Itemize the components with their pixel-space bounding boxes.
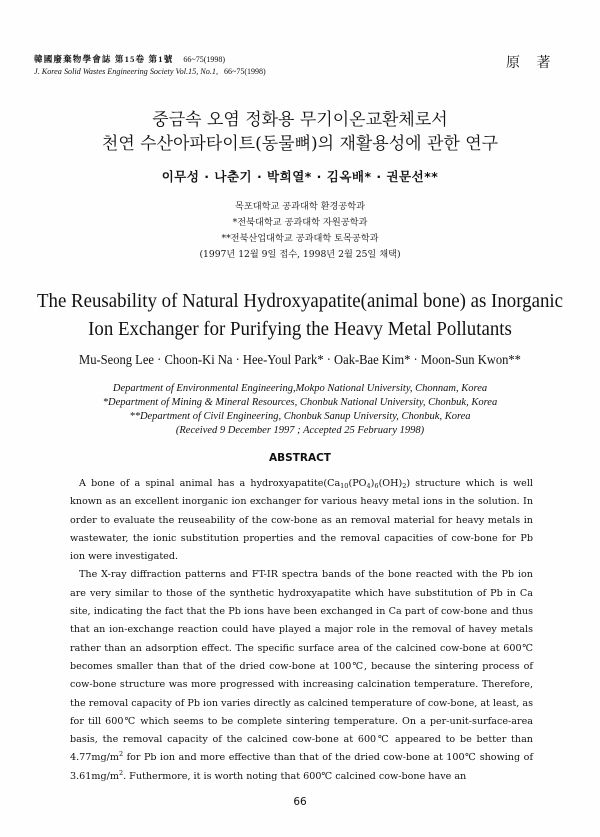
korean-affiliation: **전북산업대학교 공과대학 토목공학과 [221,233,379,244]
english-affiliation: **Department of Civil Engineering, Chonbuk Sanup University, Chonbuk, Korea [129,411,471,422]
text-run: The X-ray diffraction patterns and FT-IR spectra bands of the bone reacted with the Pb ion are very similar to those of the synthetic hydroxyapatite which have substitution of Pb in Ca site, indicating the fact that the Pb ions have been exchanged in Ca part of cow-bone and thus that an ion-exchange reaction could have played a major role in the removal of havey metals rather than an adsorption effect. The specific surface area of the calcined cow-bone at 600℃ becomes smaller than that of the dried cow-bone at 100℃, because the sintering process of cow-bone structure was more progressed with increasing calcination temperature. Therefore, the removal capacity of Pb ion varies directly as calcined temperature of cow-bone, at least, as for till 600℃ which seems to be complete sintering temperature. On a per-unit-surface-area basis, the removal capacity of the calcined cow-bone at 600℃ appeared to be better than 4.77mg/m [70,569,533,764]
korean-affiliation: *전북대학교 공과대학 자원공학과 [232,217,368,228]
text-run: ) [370,478,375,489]
english-affiliation: Department of Environmental Engineering,Mokpo National University, Chonnam, Korea [112,383,488,394]
abstract-paragraph-2 [70,566,533,786]
english-title-line-1: The Reusability of Natural Hydroxyapatite(animal bone) as Inorganic [36,290,563,312]
text-run: . Futhermore, it is worth noting that 600℃ calcined cow-bone have an [123,770,467,782]
journal-name-english: J. Korea Solid Wastes Engineering Society Vol.15, No.1, [34,67,219,76]
journal-header-english [34,66,266,78]
superscript: 2 [118,750,124,759]
subscript: 4 [366,482,371,490]
korean-affiliation: 목포대학교 공과대학 환경공학과 [234,201,366,212]
text-run: (OH) [378,478,403,489]
abstract-heading: ABSTRACT [269,452,331,464]
english-authors: Mu-Seong Lee · Choon-Ki Na · Hee-Youl Park* · Oak-Bae Kim* · Moon-Sun Kwon** [79,352,521,367]
article-type-label: 原 著 [506,55,557,71]
korean-title-line-2: 천연 수산아파타이트(동물뼈)의 재활용성에 관한 연구 [101,134,499,154]
english-affiliation: *Department of Mining & Mineral Resources, Chonbuk National University, Chonbuk, Korea [102,397,498,408]
korean-title [0,108,600,156]
korean-affiliations [0,199,600,263]
korean-received-dates: (1997년 12월 9일 접수, 1998년 2월 25일 채택) [199,249,401,260]
korean-authors: 이무성 · 나춘기 · 박희열* · 김옥배* · 권문선** [161,169,439,184]
korean-title-line-1: 중금속 오염 정화용 무기이온교환체로서 [152,110,448,130]
english-title-line-2: Ion Exchanger for Purifying the Heavy Metal Pollutants [88,318,512,340]
english-received-dates: (Received 9 December 1997 ; Accepted 25 February 1998) [175,425,425,436]
english-affiliations [0,382,600,438]
journal-name-korean: 韓國廢棄物學會誌 第15卷 第1號 [34,54,174,64]
subscript: 6 [374,482,379,490]
english-title [24,287,576,343]
journal-header [34,53,266,78]
page-number: 66 [293,796,307,808]
abstract-body [70,475,533,786]
journal-pages-korean: 66~75(1998) [183,55,226,64]
subscript: 10 [340,482,349,490]
abstract-paragraph-1 [70,475,533,566]
text-run: ) structure which is well known as an excellent inorganic ion exchanger for various heavy metal ions in the solution. In order to evaluate the reuseability of the cow-bone as an removal material for heavy metals in wastewater, the ionic substitution properties and the removal capacities of cow-bone for Pb ion were investigated. [70,478,533,563]
text-run: for Pb ion and more effective than that of the dried cow-bone at 100℃ showing of 3.61mg/m [70,752,533,782]
superscript: 2 [118,768,124,777]
subscript: 2 [402,482,407,490]
text-run: (PO [348,478,367,489]
journal-header-korean [34,53,266,66]
journal-pages-english: 66~75(1998) [224,67,266,76]
text-run: A bone of a spinal animal has a hydroxyapatite(Ca [79,478,341,489]
